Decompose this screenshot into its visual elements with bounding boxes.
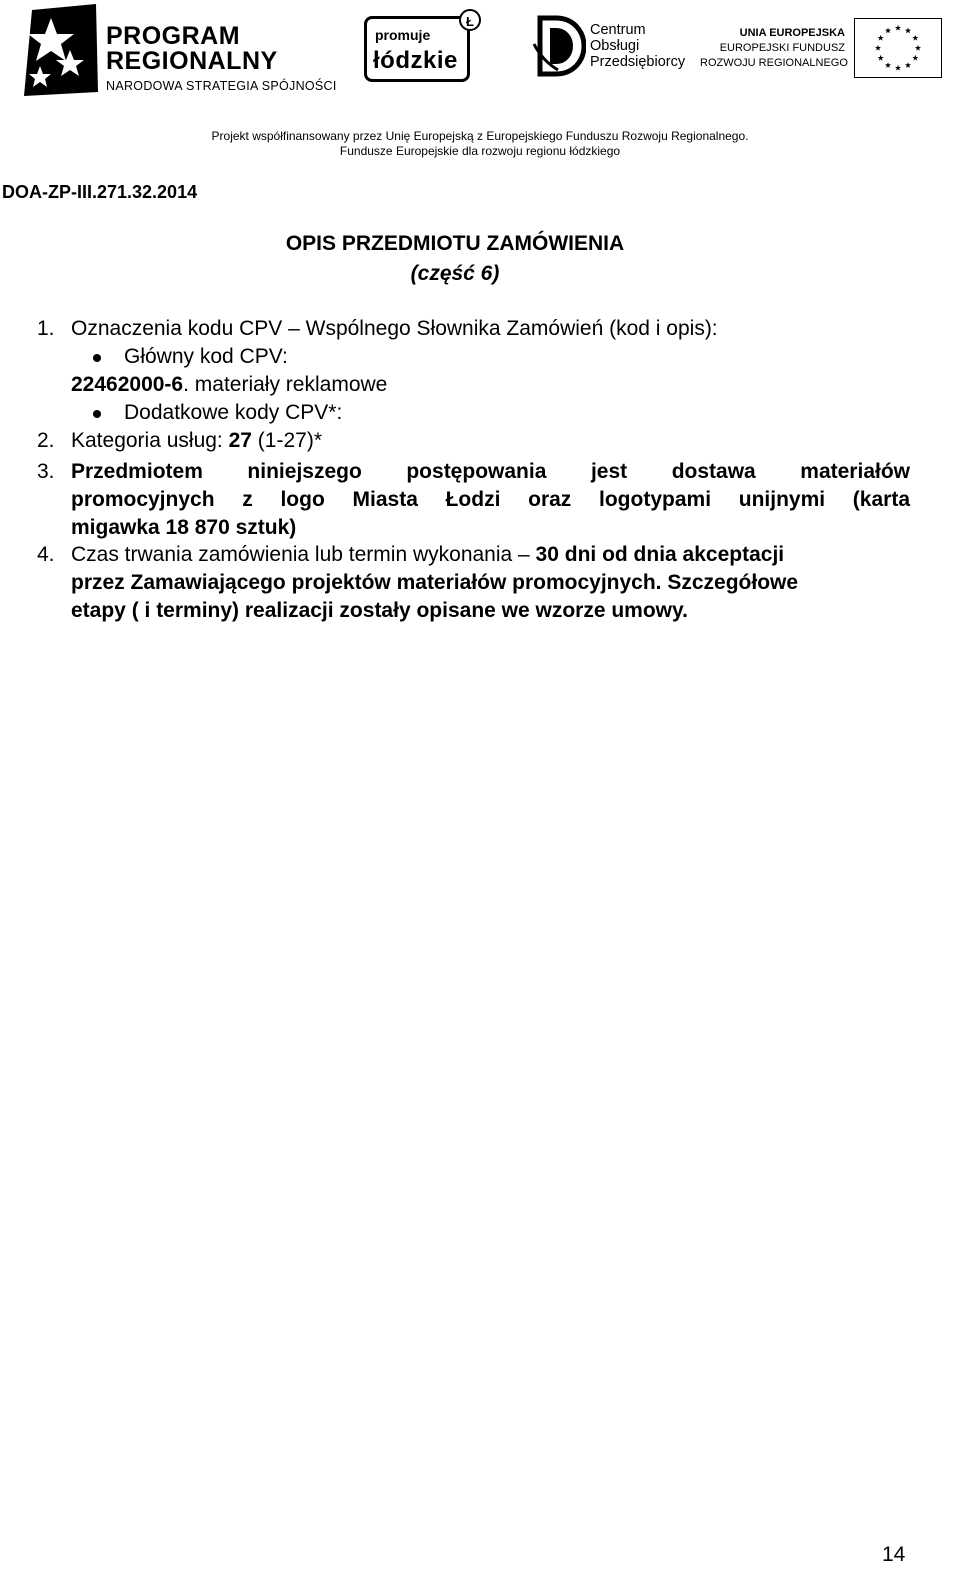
eu-flag-icon [854,18,942,78]
cpv-description: . materiały reklamowe [183,373,388,396]
program-regionalny-star-icon [18,4,100,96]
eu-logo-text [700,26,848,71]
service-category-label: Kategoria usług: [71,429,229,452]
list-item-4-line2: przez Zamawiającego projektów materiałów promocyjnych. Szczegółowe [71,571,799,594]
eu-logo-line2: EUROPEJSKI FUNDUSZ [719,42,845,54]
list-item-1 [37,315,718,342]
bullet-icon [93,410,101,418]
list-item-number: 2. [37,429,55,452]
list-item-3-line3: migawka 18 870 sztuk) [71,516,297,539]
bullet-icon [93,354,101,362]
list-item-number: 1. [37,317,55,340]
service-category-value: 27 [228,429,252,452]
lodzkie-logo-frame [364,16,470,82]
lodzkie-logo-big: łódzkie [373,47,458,74]
cpv-code-line [71,371,387,398]
centrum-obslugi-przedsiebiorcy-logo [530,14,686,80]
cpv-code: 22462000-6 [71,373,184,396]
list-item-text: Oznaczenia kodu CPV – Wspólnego Słownika Zamówień (kod i opis): [71,317,718,340]
list-item-3-line1: Przedmiotem niniejszego postępowania jest dostawa materiałów [71,460,910,483]
cop-logo-line3: Przedsiębiorcy [590,54,686,70]
cop-logo-line1: Centrum [590,22,646,38]
list-item-4-line1 [71,541,784,568]
list-item-3-line2: promocyjnych z logo Miasta Łodzi oraz logotypami unijnymi (karta [71,488,910,511]
cofinancing-note [170,129,790,159]
eu-logo-line3: ROZWOJU REGIONALNEGO [700,57,848,69]
page-title: OPIS PRZEDMIOTU ZAMÓWIENIA [285,232,625,255]
list-item-3-number: 3. [37,460,55,483]
cofinancing-line2: Fundusze Europejskie dla rozwoju regionu łódzkiego [339,144,621,158]
lodzkie-logo-badge: Ł [459,9,481,31]
bullet-additional-cpv: Dodatkowe kody CPV*: [124,401,343,424]
lodzkie-logo-small: promuje [375,27,431,43]
cop-mark-icon [530,14,586,78]
list-item-4-number: 4. [37,543,55,566]
program-regionalny-logo [18,4,337,96]
cofinancing-line1: Projekt współfinansowany przez Unię Europejską z Europejskiego Funduszu Rozwoju Regionalnego. [211,129,749,143]
document-id: DOA-ZP-III.271.32.2014 [2,182,198,202]
service-category-range: (1-27)* [251,429,322,452]
promuje-lodzkie-logo [364,8,488,88]
eu-logo-line1: UNIA EUROPEJSKA [739,27,845,39]
page-number: 14 [882,1543,906,1566]
program-logo-line1: PROGRAM [106,22,241,50]
list-item-4-line3: etapy ( i terminy) realizacji zostały opisane we wzorze umowy. [71,599,688,622]
page-subtitle: (część 6) [410,262,500,285]
cop-logo-line2: Obsługi [590,38,640,54]
list-item-2 [37,427,322,454]
program-logo-line3: NARODOWA STRATEGIA SPÓJNOŚCI [106,79,337,93]
program-logo-line2: REGIONALNY [106,47,278,75]
bullet-main-cpv: Główny kod CPV: [124,345,288,368]
completion-time-text: Czas trwania zamówienia lub termin wykonania – [71,543,536,566]
completion-time-value: 30 dni od dnia akceptacji [535,543,785,566]
